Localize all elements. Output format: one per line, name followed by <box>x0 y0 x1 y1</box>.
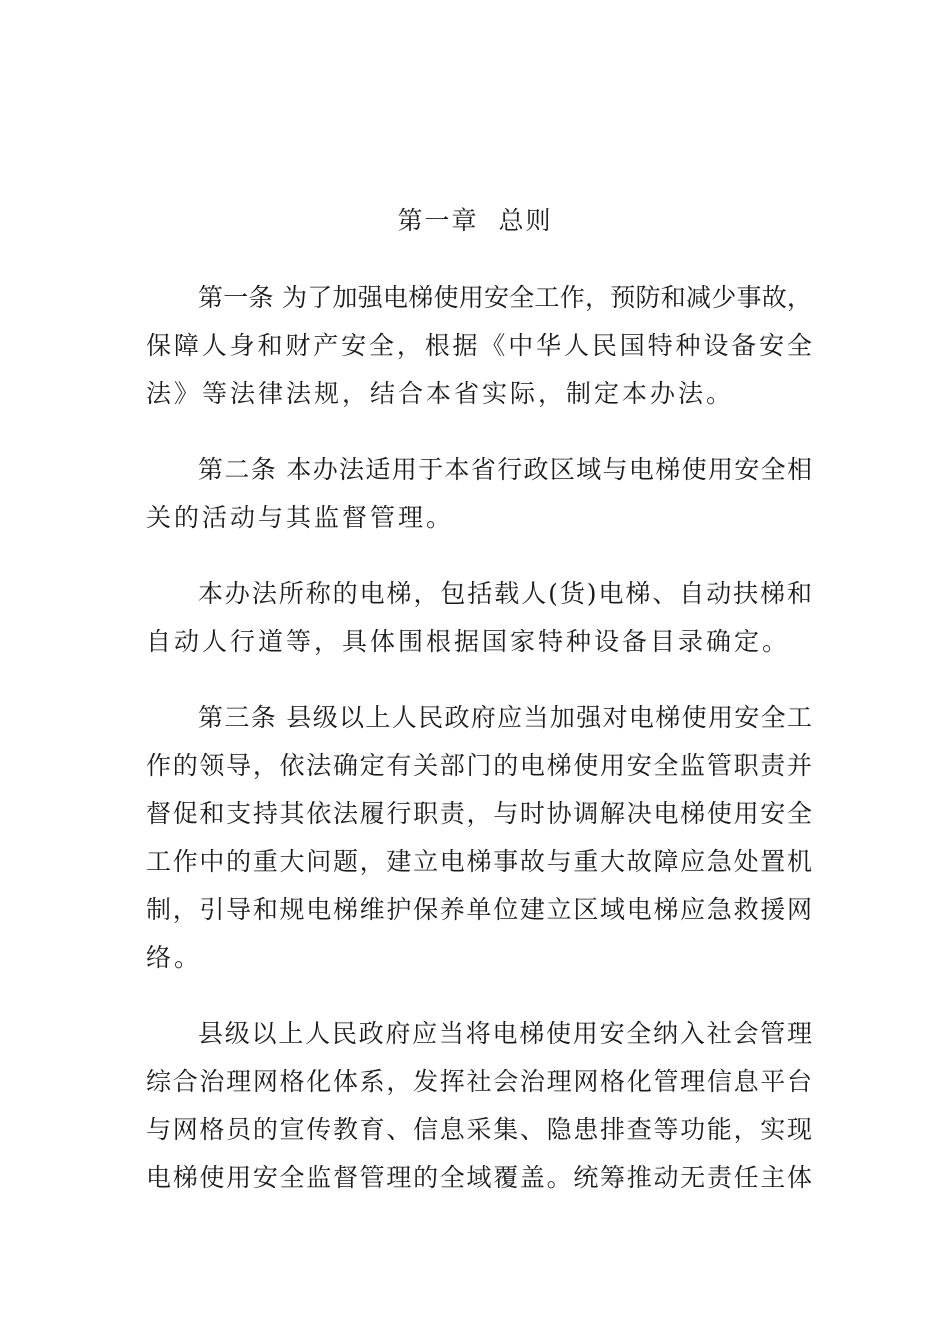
paragraph-article-1 <box>146 274 812 418</box>
text-line: 第一条 为了加强电梯使用安全工作，预防和减少事故， <box>198 283 812 312</box>
text-line: 关的活动与其监督管理。 <box>146 503 455 532</box>
text-line: 第二条 本办法适用于本省行政区域与电梯使用安全相 <box>198 455 812 484</box>
text-line: 县级以上人民政府应当将电梯使用安全纳入社会管理 <box>198 1019 812 1048</box>
text-line: 络。 <box>146 943 203 972</box>
text-line: 制，引导和规电梯维护保养单位建立区域电梯应急救援网 <box>146 895 812 924</box>
text-line: 工作中的重大问题，建立电梯事故与重大故障应急处置机 <box>146 847 812 876</box>
text-line: 电梯使用安全监督管理的全域覆盖。统筹推动无责任主体 <box>146 1163 812 1192</box>
paragraph-article-3 <box>146 694 812 982</box>
text-line: 本办法所称的电梯，包括载人(货)电梯、自动扶梯和 <box>198 579 812 608</box>
chapter-title: 第一章 总则 <box>397 206 553 235</box>
text-line: 督促和支持其依法履行职责，与时协调解决电梯使用安全 <box>146 799 812 828</box>
text-line: 综合治理网格化体系，发挥社会治理网格化管理信息平台 <box>146 1067 812 1096</box>
text-line: 法》等法律法规，结合本省实际，制定本办法。 <box>146 379 735 408</box>
paragraph-elevator-definition <box>146 570 812 666</box>
paragraph-grid-management <box>146 1010 812 1202</box>
document-body <box>146 274 812 1230</box>
text-line: 与网格员的宣传教育、信息采集、隐患排查等功能，实现 <box>146 1115 812 1144</box>
text-line: 保障人身和财产安全，根据《中华人民国特种设备安全 <box>146 331 812 360</box>
text-line: 自动人行道等，具体围根据国家特种设备目录确定。 <box>146 627 791 656</box>
text-line: 作的领导，依法确定有关部门的电梯使用安全监管职责并 <box>146 751 812 780</box>
paragraph-article-2 <box>146 446 812 542</box>
text-line: 第三条 县级以上人民政府应当加强对电梯使用安全工 <box>198 703 812 732</box>
